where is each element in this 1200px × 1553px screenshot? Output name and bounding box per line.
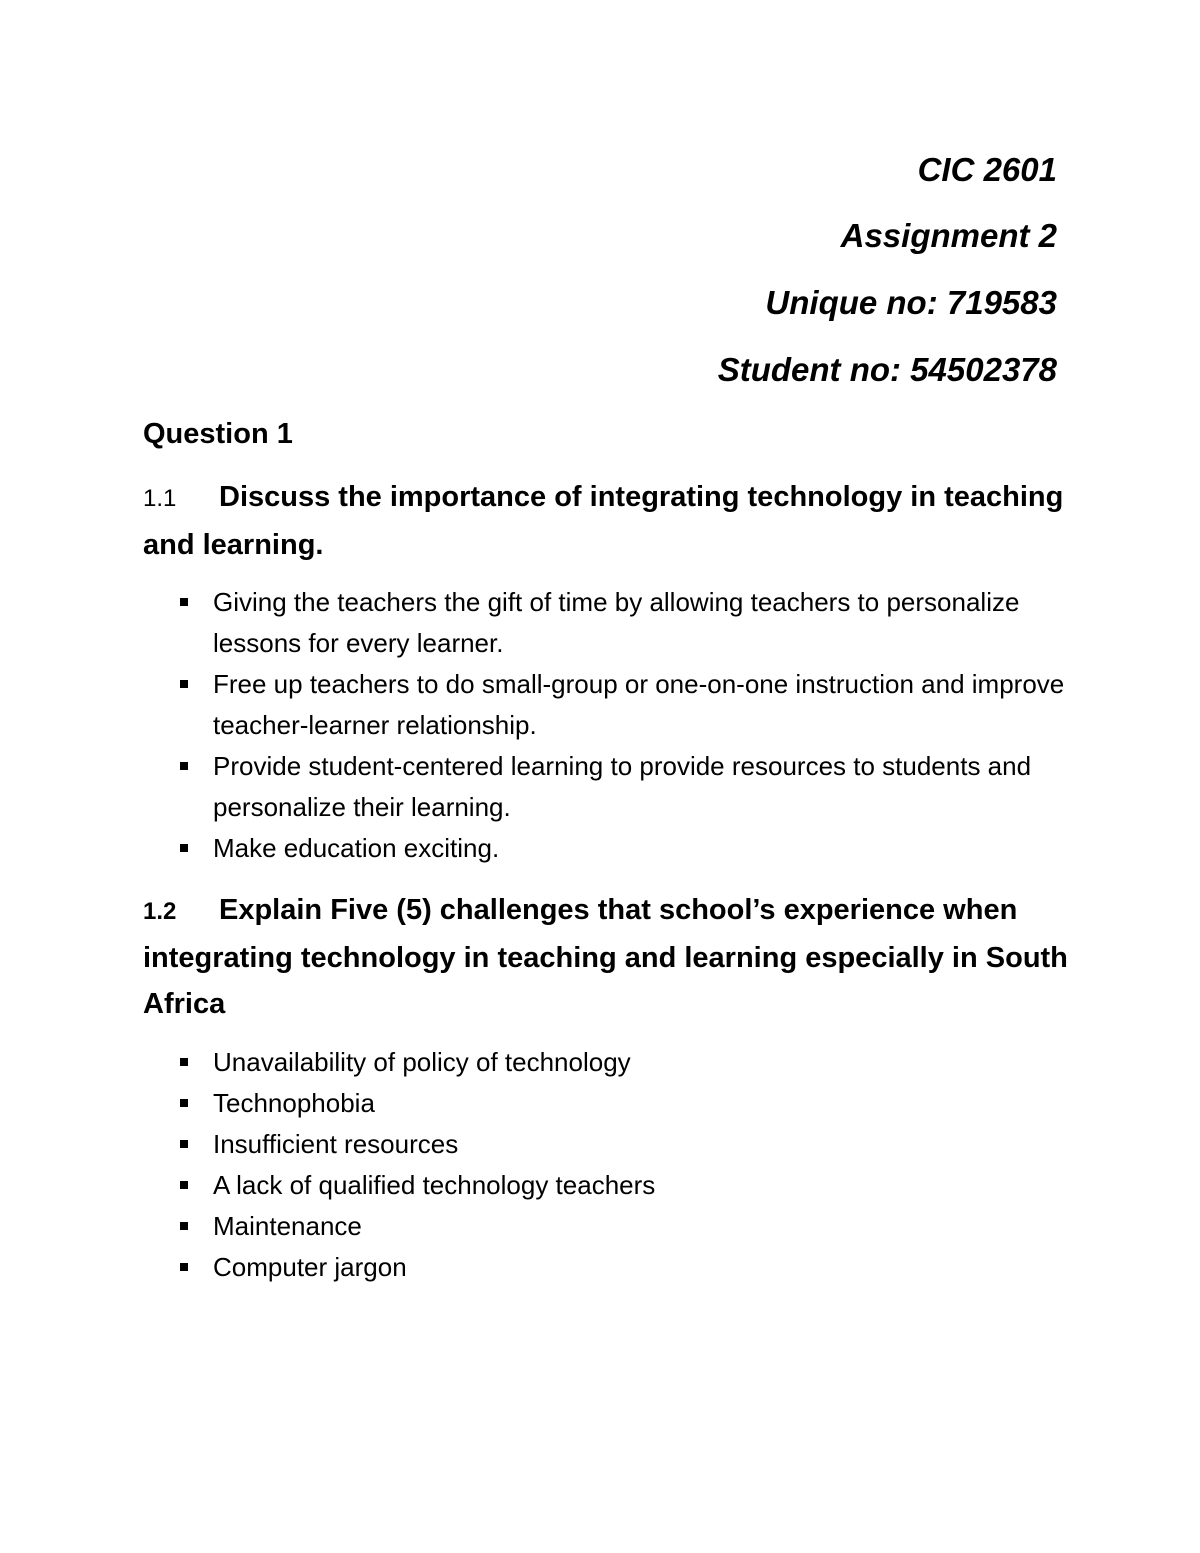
section-number: 1.1 [143, 485, 177, 512]
list-item [143, 582, 1078, 664]
square-bullet-icon [180, 762, 188, 770]
course-code: CIC 2601 [917, 151, 1057, 188]
square-bullet-icon [180, 844, 188, 852]
list-item [143, 1165, 1078, 1206]
list-item-text: Insufficient resources [213, 1129, 459, 1159]
bullet-list [143, 582, 1078, 869]
section-heading [143, 887, 1073, 1027]
list-item-text: Technophobia [213, 1088, 375, 1118]
section-heading-text: Explain Five (5) challenges that school’s experience when integrating technology in teaching and learning especially in South Africa [143, 894, 1068, 1020]
unique-number: Unique no: 719583 [765, 284, 1057, 321]
list-item [143, 1124, 1078, 1165]
list-item-text: Computer jargon [213, 1252, 407, 1282]
list-item [143, 1247, 1078, 1288]
list-item-text: Giving the teachers the gift of time by allowing teachers to personalize lessons for every learner. [213, 587, 1020, 658]
list-item-text: Maintenance [213, 1211, 362, 1241]
list-item [143, 1083, 1078, 1124]
square-bullet-icon [180, 1181, 188, 1189]
list-item [143, 828, 1078, 869]
square-bullet-icon [180, 1222, 188, 1230]
section-heading [143, 474, 1073, 568]
student-number: Student no: 54502378 [717, 351, 1057, 388]
list-item [143, 746, 1078, 828]
square-bullet-icon [180, 1263, 188, 1271]
list-item-text: Free up teachers to do small-group or one-on-one instruction and improve teacher-learner relationship. [213, 669, 1065, 740]
section-number: 1.2 [143, 898, 177, 925]
square-bullet-icon [180, 680, 188, 688]
bullet-list [143, 1042, 1078, 1288]
list-item-text: A lack of qualified technology teachers [213, 1170, 656, 1200]
assignment-number: Assignment 2 [840, 217, 1057, 254]
section-heading-text: Discuss the importance of integrating technology in teaching and learning. [143, 481, 1064, 561]
list-item [143, 1206, 1078, 1247]
square-bullet-icon [180, 1058, 188, 1066]
square-bullet-icon [180, 598, 188, 606]
list-item [143, 664, 1078, 746]
list-item-text: Provide student-centered learning to provide resources to students and personalize their learning. [213, 751, 1032, 822]
question-title: Question 1 [143, 418, 293, 450]
square-bullet-icon [180, 1099, 188, 1107]
list-item [143, 1042, 1078, 1083]
list-item-text: Unavailability of policy of technology [213, 1047, 631, 1077]
square-bullet-icon [180, 1140, 188, 1148]
list-item-text: Make education exciting. [213, 833, 500, 863]
